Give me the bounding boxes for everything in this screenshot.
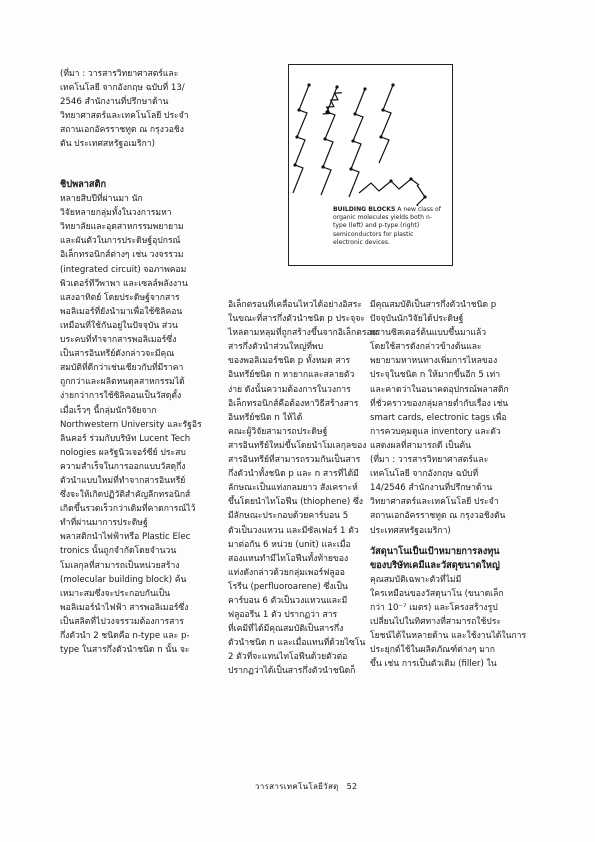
text-line: ตัวนำชนิด n และเมื่อแทนที่ด้วยไซโน: [228, 638, 366, 649]
figure-caption: [333, 206, 445, 247]
text-line: อิเล็กทรอนิกส์ต่างๆ เช่น วงจรรวม: [60, 250, 184, 261]
section-heading-nano-materials: [370, 545, 530, 573]
figure-caption-text: A new class of organic molecules yields both n-type (left) and p-type (right) semiconductors for plastic electronic devices.: [333, 206, 441, 246]
text-line: วิจัยหลายกลุ่มทั้งในวงการมหา: [60, 208, 172, 219]
text-line: อินทรีย์ชนิด n ให้ได้: [228, 412, 303, 423]
column-3-paragraphs: [370, 298, 530, 538]
text-line: ประจุในชนิด n ให้มากขึ้นอีก 5 เท่า: [370, 370, 501, 381]
text-line: สารอินทรีย์ใหม่ขึ้นโดยนำโมเลกุลของ: [228, 440, 367, 451]
text-line: สารอินทรีย์ที่สามารถรวมกันเป็นสาร: [228, 455, 361, 466]
text-line: มีลักษณะประกอบด้วยคาร์บอน 5: [228, 511, 349, 522]
text-line: สองแหนทำมีไทโอฟีนทั้งท้ายของ: [228, 553, 349, 564]
text-line: ขึ้นโดยนำไทโอฟีน (thiophene) ซึ่ง: [228, 497, 363, 508]
text-line: พยายามหาหนทางเพิ่มการไหลของ: [370, 356, 498, 367]
text-line: ง่าย ดังนั้นความต้องการในวงการ: [228, 384, 351, 395]
text-line: ปรากฏว่าได้เป็นสารกึ่งตัวนำชนิดก็: [228, 666, 356, 677]
text-line: 14/2546 สำนักงานที่ปรึกษาด้าน: [370, 483, 493, 494]
text-line: กว่า 10⁻⁷ เมตร) และโครงสร้างรูป: [370, 602, 498, 613]
text-line: ง่ายกว่าการใช้ซิลิคอนเป็นวัสดุตั้ง: [60, 391, 182, 402]
text-line: อิเล็กตรอนที่เคลื่อนไหวได้อย่างอิสระ: [228, 300, 363, 310]
journal-name: วารสารเทคโนโลยีวัสดุ: [255, 782, 339, 791]
text-line: ปัจจุบันนักวิจัยได้ประดิษฐ์: [370, 314, 464, 325]
text-line: การควบคุมดูแล inventory และตัว: [370, 426, 501, 437]
figure-caption-title: BUILDING BLOCKS: [333, 206, 396, 213]
text-line: smart cards, electronic tags เพื่อ: [370, 412, 507, 423]
text-line: วิทยาลัยและอุตสาหกรรมพยายาม: [60, 222, 184, 233]
text-line: ใครเหมือนของวัสดุนาโน (ขนาดเล็ก: [370, 588, 504, 599]
page-number: 52: [346, 782, 358, 791]
text-line: สมบัติที่ดีกว่าเช่นเชียวกับที่มีราคา: [60, 363, 184, 374]
text-line: สารกึ่งตัวนำส่วนใหญ่ที่พบ: [228, 342, 324, 353]
column-3-body: [370, 298, 530, 671]
text-line: เป็นสารอินทรีย์ดังกล่าวจะมีคุณ: [60, 349, 175, 360]
text-line: ความสำเร็จในการออกแบบวัสดุกึ่ง: [60, 461, 186, 472]
column-1-paragraphs: [60, 192, 207, 657]
text-line: (ที่มา : วารสารวิทยาศาสตร์และ: [60, 69, 179, 79]
text-line: ตัวนำแบบใหม่ที่ทำจากสารอินทรีย์: [60, 475, 186, 486]
text-line: (integrated circuit) จอภาพคอม: [60, 264, 187, 275]
text-line: คาร์บอน 6 ตัวเป็นวงแหวนและมี: [228, 595, 348, 606]
text-line: อิเล็กทรอนิกส์คือต้องหาวิธีสร้างสาร: [228, 398, 359, 409]
text-line: ประยุกต์ใช้ในผลิตภัณฑ์ต่างๆ มาก: [370, 645, 495, 656]
text-line: ลินคอร์ ร่วมกับบริษัท Lucent Tech: [60, 433, 191, 444]
text-line: ในขณะที่สารกึ่งตัวนำชนิด p ประจุจะ: [228, 314, 365, 325]
column-3-paragraphs-2: [370, 573, 530, 672]
text-line: tronics นั้นถูกจำกัดโดยจำนวน: [60, 546, 177, 557]
text-line: สถานเอกอัครราชทูต ณ กรุงวอชิงตัน: [370, 511, 506, 522]
text-line: คณะผู้วิจัยสามารถประดิษฐ์: [228, 426, 328, 437]
text-line: และคาดว่าในอนาคตอุปกรณ์พลาสติก: [370, 384, 509, 395]
text-line: คุณสมบัติเฉพาะตัวที่ไม่มี: [370, 574, 462, 585]
text-line: 2 ตัวที่จะแทนไทโอฟีนด้วยตัวต่อ: [228, 652, 348, 663]
text-line: ซึ่งจะให้เกิดปฏิวัติสำคัญลีกทรอนิกส์: [60, 490, 191, 501]
text-line: แสดงผลที่สามารถดี เป็นต้น: [370, 440, 471, 451]
text-line: โมเลกุลที่สามารถเป็นหน่วยสร้าง: [60, 560, 180, 571]
text-line: (ที่มา : วารสารวิทยาศาสตร์และ: [370, 455, 489, 466]
text-line: โยชน์ได้ในหลายด้าน และใช้งานได้ในการ: [370, 631, 527, 642]
text-line: แสงอาทิตย์ โดยประดิษฐ์จากสาร: [60, 292, 180, 303]
text-line: มีคุณสมบัติเป็นสารกึ่งตัวนำชนิด p: [370, 300, 497, 310]
text-line: แท่งดังกล่าวด้วยกลุ่มเพอร์ฟลูออ: [228, 567, 345, 578]
text-line: หลายสิบปีที่ผ่านมา นัก: [60, 194, 143, 205]
text-line: ตัวเป็นวงแหวน และมีซัลเฟอร์ 1 ตัว: [228, 525, 359, 536]
text-line: Northwestern University และรัฐอิร: [60, 419, 202, 430]
text-line: type ในสารกึ่งตัวนำชนิด n นั้น จะ: [60, 645, 190, 656]
text-line: พอลิเมอร์ที่ยังนำมาเพื่อใช้ซิลิคอน: [60, 306, 183, 317]
text-line: ทำที่ผ่านมาการประดิษฐ์: [60, 518, 148, 529]
text-line: กึ่งตัวนำ 2 ชนิดคือ n-type และ p-: [60, 631, 190, 641]
text-line: พิวเตอร์ทีวีพาพา และเซลล์พลังงาน: [60, 278, 188, 289]
text-line: มาต่อกัน 6 หน่วย (unit) และเมื่อ: [228, 539, 351, 550]
text-line: สถานเอกอัครราชทูต ณ กรุงวอชิง: [60, 125, 184, 136]
text-line: และผันตัวในการประดิษฐ์อุปกรณ์: [60, 236, 181, 247]
section-heading-plastic-chip: ชิปพลาสติก: [60, 179, 107, 190]
page-footer: [255, 780, 405, 793]
text-line: โรรีน (perfluoroarene) ซึ่งเป็น: [228, 581, 348, 592]
text-line: อินทรีย์ชนิด n หายากและสลายตัว: [228, 370, 355, 381]
text-line: เป็นสลิตที่ไปวงจรรวมต้องการสาร: [60, 616, 184, 627]
text-line: ถูกกว่าและผลิตหนดุลสาหกรรมได้: [60, 377, 185, 388]
text-line: เปลี่ยนไปในทิศทางที่สามารถใช้ประ: [370, 617, 501, 628]
text-line: ลักษณะเป็นแท่งกลมยาว สังเคราะห์: [228, 483, 358, 494]
text-line: ประเทศสหรัฐอเมริกา): [370, 525, 451, 536]
text-line: ขึ้น เช่น การเป็นตัวเติม (filler) ใน: [370, 659, 497, 670]
text-line: (molecular building block) ค้น: [60, 574, 187, 585]
text-line: กึ่งตัวนำทั้งชนิด p และ n สารที่ได้มี: [228, 469, 359, 480]
text-line: วิทยาศาสตร์และเทคโนโลยี ประจำ: [60, 111, 189, 122]
text-line: เหมาะสมซึ่งจะประกอบกันเป็น: [60, 588, 171, 599]
text-line: วิทยาศาสตร์และเทคโนโลยี ประจำ: [370, 497, 499, 508]
column-1-body: [60, 178, 207, 657]
text-line: nologies ผลรัฐนิวเจอร์ซีย์ ประสบ: [60, 447, 186, 458]
text-line: เกิดขึ้นรวดเร็วกว่าเดิมที่คาดการณ์ไว้: [60, 504, 196, 515]
text-line: โดยใช้สารดังกล่าวข้างต้นและ: [370, 342, 482, 353]
text-line: ตัน ประเทศสหรัฐอเมริกา): [60, 139, 155, 150]
text-line: เมื่อเร็วๆ นี้กลุ่มนักวิจัยจาก: [60, 405, 157, 416]
text-line: พลาสติกนำไฟฟ้าหรือ Plastic Elec: [60, 532, 191, 543]
heading-line: วัสดุนาโนเป็นเป้าหมายการลงทุน: [370, 545, 500, 557]
heading-line: ของบริษัทเคมีและวัสดุขนาดใหญ่: [370, 559, 500, 571]
text-line: เทคโนโลยี จากอังกฤษ ฉบับที่: [370, 469, 479, 480]
column-2-body: [228, 298, 378, 679]
text-line: 2546 สำนักงานที่ปรึกษาด้าน: [60, 97, 169, 108]
figure-molecule-illustration: [288, 64, 453, 266]
text-line: พอลิเมอร์นำไฟฟ้า สารพอลิเมอร์ซึ่ง: [60, 602, 189, 613]
text-line: ทรานซิสเตอร์ต้นแบบขึ้นมาแล้ว: [370, 328, 487, 339]
text-line: ที่เคมีที่ได้มีคุณสมบัติเป็นสารกึ่ง: [228, 624, 344, 635]
text-line: ของพอลิเมอร์ชนิด p ทั้งหมด สาร: [228, 356, 351, 367]
text-line: ไหลตามหลุมที่ถูกสร้างขึ้นจากอิเล็กตรอน: [228, 328, 378, 339]
column-1-source-note: [60, 67, 210, 152]
text-line: ที่ชั่วคราวของกลุ่มลายต่ำกับเรื่อง เช่น: [370, 398, 509, 409]
text-line: ฟลูออรีน 1 ตัว ปรากฏว่า สาร: [228, 610, 338, 621]
text-line: เหมือนที่ใช้กันอยู่ในปัจจุบัน ส่วน: [60, 320, 178, 331]
text-line: เทคโนโลยี จากอังกฤษ ฉบับที่ 13/: [60, 83, 185, 94]
text-line: บระคบที่ทำจากสารพอลิเมอร์ซึ่ง: [60, 335, 177, 346]
